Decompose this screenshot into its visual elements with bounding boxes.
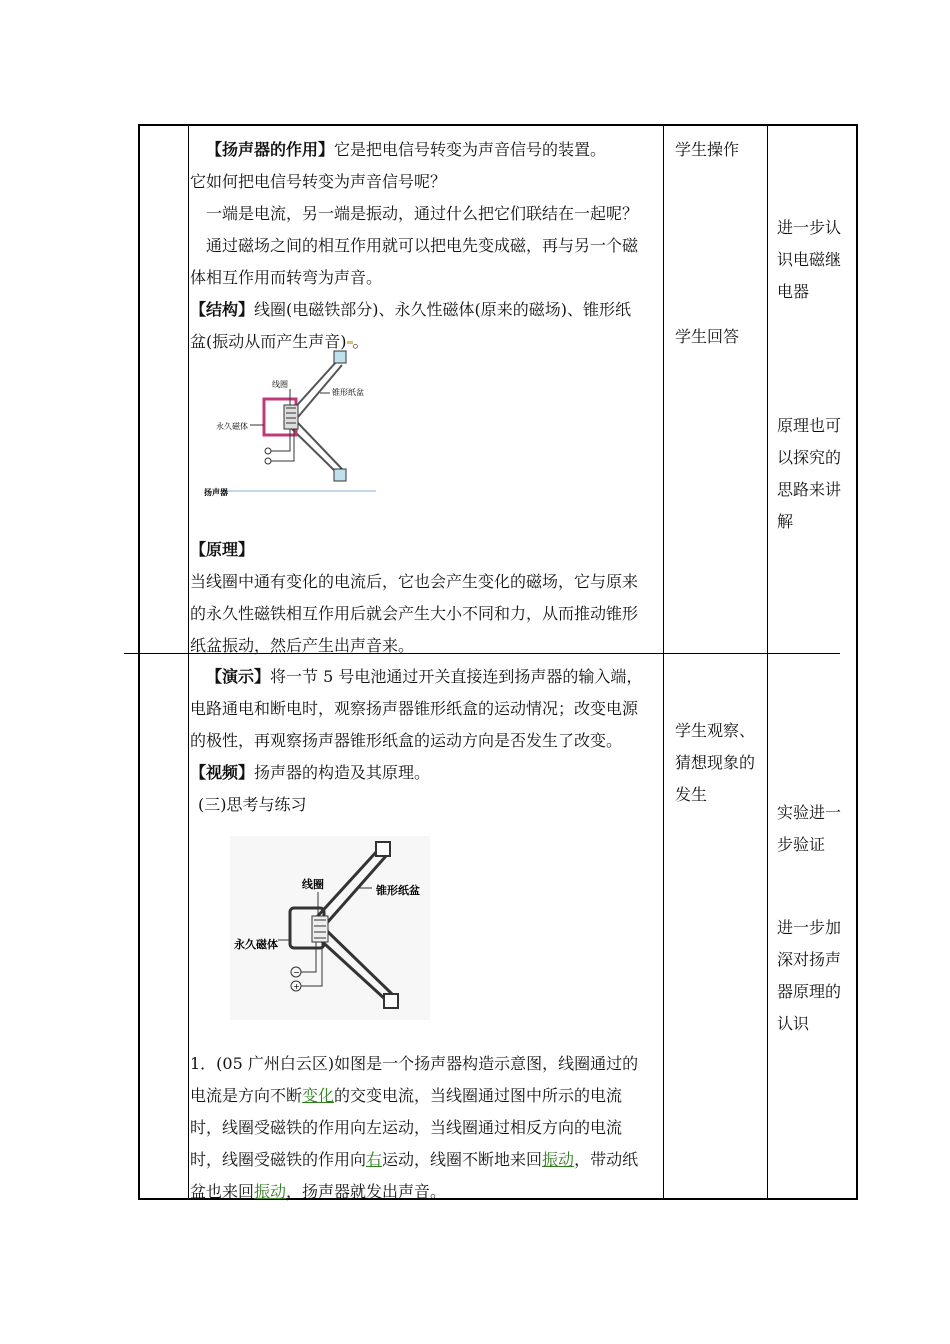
speaker-diagram-2 xyxy=(230,836,430,1020)
fig2-minus-label: − xyxy=(293,968,300,977)
col-border-3 xyxy=(663,124,664,1200)
intent-1a: 进一步认 xyxy=(777,218,842,237)
col-border-4 xyxy=(767,124,768,1200)
demo-line3: 的极性，再观察扬声器锥形纸盒的运动方向是否发生了改变。 xyxy=(190,731,623,750)
link-question: 一端是电流，另一端是振动，通过什么把它们联结在一起呢？ xyxy=(206,204,639,223)
fig1-cone-label: 锥形纸盆 xyxy=(332,388,364,397)
fig1-magnet-label: 永久磁体 xyxy=(216,422,248,431)
exercise-l5: 盆也来回振动，扬声器就发出声音。 xyxy=(190,1182,447,1201)
student-activity-1: 学生操作 xyxy=(675,140,740,159)
table-top-border xyxy=(138,124,858,126)
intent-4c: 器原理的 xyxy=(777,982,842,1001)
student-observe-3: 发生 xyxy=(675,785,708,804)
student-observe-1: 学生观察、 xyxy=(675,721,756,740)
intent-4d: 认识 xyxy=(777,1014,810,1033)
fig2-plus-label: + xyxy=(293,982,300,991)
intent-2b: 以探究的 xyxy=(777,448,842,467)
structure-heading: 【结构】 xyxy=(190,300,255,319)
intent-2d: 解 xyxy=(777,512,794,531)
intent-3b: 步验证 xyxy=(777,835,826,854)
fig2-cone-label: 锥形纸盆 xyxy=(376,884,420,897)
speaker-function-para: 【扬声器的作用】它是把电信号转变为声音信号的装置。 xyxy=(206,140,607,159)
answer-change: 变化 xyxy=(302,1086,335,1105)
fig1-caption: 扬声器 xyxy=(204,488,228,497)
video-line: 【视频】扬声器的构造及其原理。 xyxy=(190,763,431,782)
practice-heading: (三)思考与练习 xyxy=(198,795,307,814)
col-border-2 xyxy=(188,124,189,1200)
demo-heading: 【演示】 xyxy=(206,667,271,686)
exercise-l3: 时，线圈受磁铁的作用向左运动，当线圈通过相反方向的电流 xyxy=(190,1118,623,1137)
answer-right: 右 xyxy=(366,1150,383,1169)
speaker-function-heading: 【扬声器的作用】 xyxy=(206,140,335,159)
exercise-l1: 1．(05 广州白云区)如图是一个扬声器构造示意图，线圈通过的 xyxy=(190,1054,639,1073)
exercise-l4: 时，线圈受磁铁的作用向右运动，线圈不断地来回振动，带动纸 xyxy=(190,1150,639,1169)
intent-4a: 进一步加 xyxy=(777,918,842,937)
answer-vibrate-2: 振动 xyxy=(254,1182,287,1201)
principle-l3: 纸盆振动，然后产生出声音来。 xyxy=(190,636,415,655)
structure-line1: 【结构】线圈(电磁铁部分)、永久性磁体(原来的磁场)、锥形纸 xyxy=(190,300,631,319)
student-activity-2: 学生回答 xyxy=(675,327,740,346)
col-border-left xyxy=(138,124,140,654)
exercise-l2: 电流是方向不断变化的交变电流，当线圈通过图中所示的电流 xyxy=(190,1086,623,1105)
demo-line2: 电路通电和断电时，观察扬声器锥形纸盒的运动情况；改变电源 xyxy=(190,699,639,718)
principle-heading: 【原理】 xyxy=(190,540,255,559)
intent-2c: 思路来讲 xyxy=(777,480,842,499)
intent-2a: 原理也可 xyxy=(777,416,842,435)
intent-1b: 识电磁继 xyxy=(777,250,842,269)
fig1-coil-label: 线圈 xyxy=(272,380,288,389)
student-observe-2: 猜想现象的 xyxy=(675,753,756,772)
principle-l2: 的永久性磁铁相互作用后就会产生大小不同和力，从而推动锥形 xyxy=(190,604,639,623)
video-heading: 【视频】 xyxy=(190,763,255,782)
intent-4b: 深对扬声 xyxy=(777,950,842,969)
structure-line2: 盆(振动从而产生声音) 。 xyxy=(190,332,369,351)
question-line: 它如何把电信号转变为声音信号呢？ xyxy=(190,172,447,191)
answer-vibrate-1: 振动 xyxy=(542,1150,575,1169)
principle-l1: 当线圈中通有变化的电流后，它也会产生变化的磁场，它与原来 xyxy=(190,572,639,591)
col-border-right xyxy=(856,124,858,1200)
fig2-coil-label: 线圈 xyxy=(302,878,324,891)
intent-1c: 电器 xyxy=(777,282,810,301)
col-border-left-lower xyxy=(138,653,140,1200)
demo-line1: 【演示】将一节 5 号电池通过开关直接连到扬声器的输入端， xyxy=(206,667,643,686)
fig2-magnet-label: 永久磁体 xyxy=(234,938,278,951)
magnet-explain-l2: 体相互作用而转弯为声音。 xyxy=(190,268,383,287)
magnet-explain-l1: 通过磁场之间的相互作用就可以把电先变成磁，再与另一个磁 xyxy=(206,236,639,255)
speaker-diagram-1 xyxy=(190,345,390,505)
intent-3a: 实验进一 xyxy=(777,803,842,822)
